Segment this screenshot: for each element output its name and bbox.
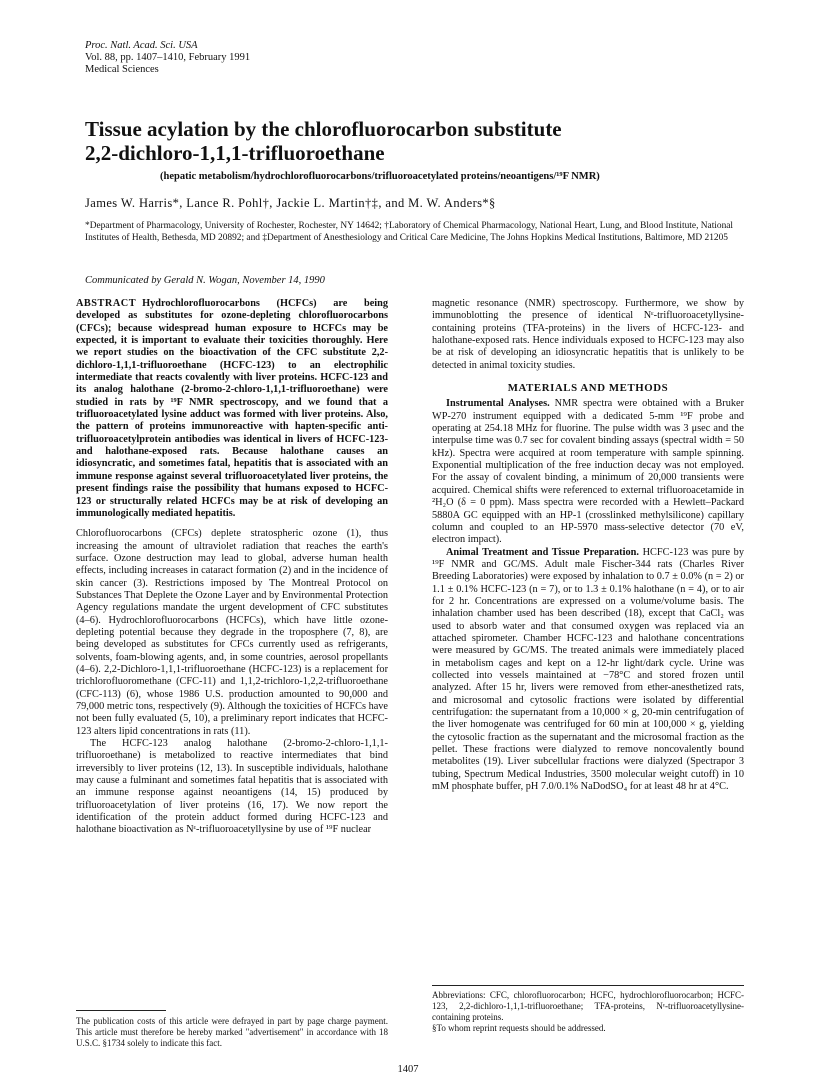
footnotes-right (432, 990, 744, 1034)
keywords: (hepatic metabolism/hydrochlorofluorocarbons/trifluoroacetylated proteins/neoantigens/¹⁹F NMR) (160, 171, 600, 182)
abstract-label: ABSTRACT (76, 298, 137, 309)
article-title (85, 117, 745, 165)
title-line-1: Tissue acylation by the chlorofluorocarbon substitute (85, 117, 562, 141)
footnote-divider-right (432, 985, 744, 986)
abbreviations-note: Abbreviations: CFC, chlorofluorocarbon; HCFC, hydrochlorofluorocarbon; HCFC-123, 2,2-dichloro-1,1,1-trifluoroethane; TFA-proteins, Nᵋ-trifluoroacetyllysine-containing proteins. (432, 990, 744, 1022)
journal-name: Proc. Natl. Acad. Sci. USA (85, 40, 198, 51)
communicated-by: Communicated by Gerald N. Wogan, November 14, 1990 (85, 275, 325, 286)
instrumental-text: NMR spectra were obtained with a Bruker WP-270 instrument equipped with a dedicated 5-mm ¹⁹F probe and operating at 254.18 MHz for fluorine. The pulse width was 3 μsec and the interpulse time was 0.7 sec for covalent binding assays (spectral width = 50 kHz). Spectra were acquired at room temperature with sample spinning. Exponential multiplication of the free induction decay was not employed. For the assay of covalent binding, a minimum of 20,000 transients were acquired. Chemical shifts were referenced to external trifluoroacetamide in ²H₂O (δ = 0 ppm). Mass spectra were recorded with a Hewlett–Packard 5880A GC equipped with an HP-1 (crosslinked methylsilicone) capillary column and coupled to an HP-5970 mass-selective detector (70 eV, electron impact). (432, 398, 744, 546)
animal-text: HCFC-123 was pure by ¹⁹F NMR and GC/MS. Adult male Fischer-344 rats (Charles River Breeding Laboratories) were exposed by inhalation to 0.7 ± 0.0% (n = 2) or 1.1 ± 0.1% HCFC-123 (n = 7), or to 1.3 ± 0.1% halothane (n = 4), or to air for 2 hr. Concentrations are expressed on a volume/volume basis. The inhalation chamber used has been described (18), except that CaCl₂ was used to absorb water and that consumed oxygen was replaced via an attached spirometer. Chamber HCFC-123 and halothane concentrations were measured by GC/MS. The treated animals were immediately placed in metabolism cages and kept on a 12-hr light/dark cycle. Urine was collected into vessels maintained at −78°C and stored frozen until analyzed. After 15 hr, livers were removed from ether-anesthetized rats, and microsomal and cytosolic fractions were isolated by differential centrifugation: the supernatant from a 10,000 × g, 20-min centrifugation of the liver homogenate was centrifuged for 60 min at 100,000 × g, yielding the cytosolic fraction as the supernatant and the microsomal fraction as the pellet. These fractions were dialyzed to remove noncovalently bound metabolites (19). Liver subcellular fractions were dialyzed (Spectrapor 3 tubing, Spectrum Medical Industries, 3500 molecular weight cutoff) in 10 mM phosphate buffer, pH 7.0/0.1% NaDodSO₄ for at least 48 hr at 4°C. (432, 546, 744, 793)
instrumental-paragraph (432, 398, 744, 546)
instrumental-heading: Instrumental Analyses. (446, 398, 550, 410)
affiliations: *Department of Pharmacology, University of Rochester, Rochester, NY 14642; †Laboratory of Chemical Pharmacology, National Heart, Lung, and Blood Institute, National Institutes of Health, Bethesda, MD 20892; and ‡Department of Anesthesiology and Critical Care Medicine, The Johns Hopkins Medical Institutions, Baltimore, MD 21205 (85, 221, 734, 243)
abstract (76, 298, 388, 520)
right-column (432, 298, 744, 793)
abstract-text: Hydrochlorofluorocarbons (HCFCs) are being developed as substitutes for ozone-depleting chlorofluorocarbons (CFCs); because widespread human exposure to HCFCs may be expected, it is important to evaluate their toxicities thoroughly. Here we report studies on the bioactivation of the CFC substitute 2,2-dichloro-1,1,1-trifluoroethane (HCFC-123) to an electrophilic intermediate that reacts covalently with liver proteins. HCFC-123 and its analog halothane (2-bromo-2-chloro-1,1,1-trifluoroethane) were studied in rats by ¹⁹F NMR spectroscopy, and we found that a trifluoroacetylated lysine adduct was formed with liver proteins. Also, the pattern of proteins immunoreactive with hapten-specific anti-trifluoroacetylprotein antibodies was identical in livers of HCFC-123- and halothane-exposed rats. Because halothane causes an idiosyncratic, and sometimes fatal, hepatitis that is associated with an immune response against several trifluoroacetylated liver proteins, the present findings raise the possibility that humans exposed to HCFC-123 or structurally related HCFCs may be at risk of developing an immunologically mediated hepatitis. (76, 298, 388, 519)
animal-paragraph (432, 547, 744, 794)
title-line-2: 2,2-dichloro-1,1,1-trifluoroethane (85, 141, 385, 165)
page-number: 1407 (397, 1064, 419, 1075)
intro-paragraph-1: Chlorofluorocarbons (CFCs) deplete stratospheric ozone (1), thus increasing the amount of ultraviolet radiation that reaches the earth's surface. Ozone destruction may lead to global, adverse human health effects, including increases in cataract formation (2) and in the incidence of skin cancer (3). Restrictions imposed by The Montreal Protocol on Substances That Deplete the Ozone Layer and by Environmental Protection Agency regulations mandate the urgent development of CFC substitutes (4–6). Hydrochlorofluorocarbons (HCFCs), which have little ozone-depleting potential because they degrade in the troposphere (7, 8), are being developed as substitutes for CFCs currently used as refrigerants, solvents, foam-blowing agents, and, in some countries, aerosol propellants (4–6). 2,2-Dichloro-1,1,1-trifluoroethane (HCFC-123) is a replacement for trichlorofluoromethane (CFC-11) and 1,1,2-trichloro-1,2,2-trifluoroethane (CFC-113) (6), whose 1986 U.S. production amounted to 90,000 and 79,000 metric tons, respectively (9). Although the toxicities of HCFCs have not been fully evaluated (5, 10), a preliminary report indicates that HCFC-123 alters lipid concentrations in rats (11). (76, 528, 389, 737)
intro-paragraph-2: The HCFC-123 analog halothane (2-bromo-2-chloro-1,1,1-trifluoroethane) is metabolized to reactive intermediates that bind irreversibly to liver proteins (12, 13). In susceptible individuals, halothane may cause a fulminant and sometimes fatal hepatitis that is associated with an immune response against neoantigens (14, 15) produced by trifluoroacetylation of liver proteins (16, 17). We now report the identification of the protein adduct formed during HCFC-123 and halothane bioactivation as Nᵋ-trifluoroacetyllysine by use of ¹⁹F nuclear (76, 738, 388, 836)
author-list: James W. Harris*, Lance R. Pohl†, Jackie L. Martin†‡, and M. W. Anders*§ (85, 196, 496, 210)
volume-info: Vol. 88, pp. 1407–1410, February 1991 (85, 52, 251, 63)
reprint-note: §To whom reprint requests should be addressed. (432, 1023, 606, 1033)
methods-heading: MATERIALS AND METHODS (507, 382, 669, 395)
animal-heading: Animal Treatment and Tissue Preparation. (446, 546, 639, 558)
journal-header (85, 40, 250, 76)
intro-continuation: magnetic resonance (NMR) spectroscopy. Furthermore, we show by immunoblotting the presence of identical Nᵋ-trifluoroacetyllysine-containing proteins (TFA-proteins) in the livers of HCFC-123- and halothane-exposed rats. Hence individuals exposed to HCFC-123 may also be at risk of developing an idiosyncratic hepatitis that is unlikely to be detected in animal toxicity studies. (432, 298, 744, 371)
left-column (76, 298, 388, 837)
footnote-divider-left (76, 1010, 166, 1011)
section-name: Medical Sciences (85, 64, 159, 75)
publication-cost-note: The publication costs of this article were defrayed in part by page charge payment. This article must therefore be hereby marked "advertisement" in accordance with 18 U.S.C. §1734 solely to indicate this fact. (76, 1016, 388, 1048)
